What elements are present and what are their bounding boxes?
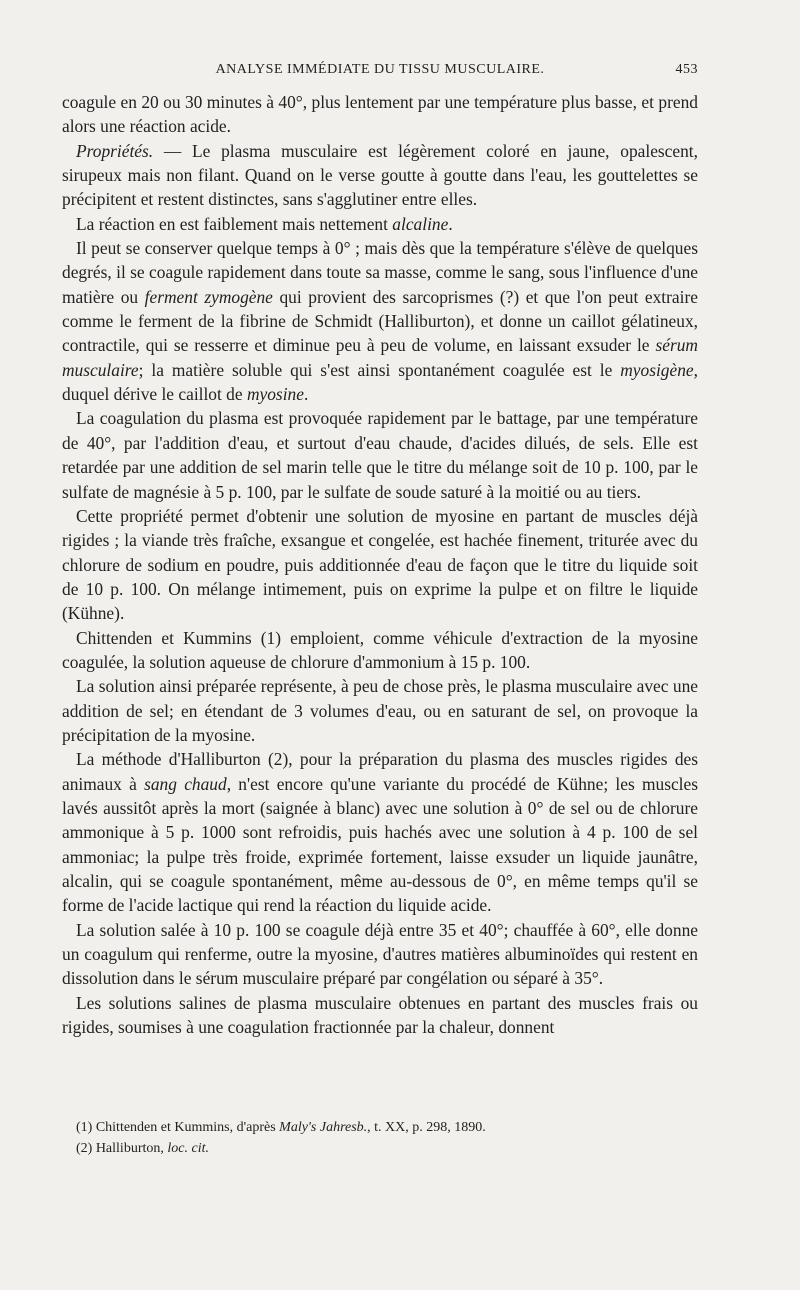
paragraph-solution-salee: La solution salée à 10 p. 100 se coagule déjà entre 35 et 40°; chauffée à 60°, elle donne un coagulum qui renferme, outre la myosine, d'autres matières albuminoïdes qui restent en dissolution dans le sérum musculaire préparé par congélation ou séparé à 35°. bbox=[62, 919, 698, 989]
paragraph-reaction: La réaction en est faiblement mais nettement alcaline. bbox=[76, 213, 453, 234]
paragraph-coagulation: La coagulation du plasma est provoquée rapidement par le battage, par une température de 40°, par l'addition d'eau, et surtout d'eau chaude, d'acides dilués, de sels. Elle est retardée par une addition de sel marin telle que le titre du mélange soit de 10 p. 100, par le sulfate de magnésie à 5 p. 100, par le sulfate de soude saturé à la moitié ou au tiers. bbox=[62, 408, 698, 502]
paragraph-myosine-solution: Cette propriété permet d'obtenir une solution de myosine en partant de muscles déjà rigides ; la viande très fraîche, exsangue et congelée, est hachée finement, triturée avec du chlorure de sodium en poudre, puis additionnée d'eau de façon que le titre du liquide soit de 10 p. 100. On mélange intimement, puis on exprime la pulpe et on filtre le liquide (Kühne). bbox=[62, 505, 698, 624]
paragraph-solutions-salines: Les solutions salines de plasma musculaire obtenues en partant des muscles frais ou rigides, soumises à une coagulation fractionnée par la chaleur, donnent bbox=[62, 992, 698, 1038]
running-header bbox=[62, 62, 698, 84]
paragraph-halliburton: La méthode d'Halliburton (2), pour la préparation du plasma des muscles rigides des animaux à sang chaud, n'est encore qu'une variante du procédé de Kühne; les muscles lavés aussitôt après la mort (saignée à blanc) avec une solution à 0° de sel ou de chlorure ammonique à 5 p. 1000 sont refroidis, puis hachés avec une solution à 4 p. 100 de sel ammoniac; la pulpe très froide, exprimée fortement, laisse exsuder un liquide jaunâtre, alcalin, qui se coagule spontanément, même au-dessous de 0°, en même temps qu'il se forme de l'acide lactique qui rend la réaction du liquide acide. bbox=[62, 749, 699, 916]
paragraph-chittenden: Chittenden et Kummins (1) emploient, comme véhicule d'extraction de la myosine coagulée, la solution aqueuse de chlorure d'ammonium à 15 p. 100. bbox=[62, 627, 698, 672]
section-label: Propriétés. bbox=[76, 140, 154, 161]
body-text bbox=[62, 90, 698, 1039]
running-title: ANALYSE IMMÉDIATE DU TISSU MUSCULAIRE. bbox=[215, 62, 545, 77]
paragraph-solution-preparee: La solution ainsi préparée représente, à peu de chose près, le plasma musculaire avec une addition de sel; en étendant de 3 volumes d'eau, ou en saturant de sel, on provoque la précipitation de la myosine. bbox=[62, 676, 698, 745]
footnotes bbox=[76, 1117, 696, 1159]
paragraph-conservation: Il peut se conserver quelque temps à 0° ; mais dès que la température s'élève de quelques degrés, il se coagule rapidement dans toute sa masse, comme le sang, sous l'influence d'une matière ou ferment zymogène qui provient des sarcoprismes (?) et que l'on peut extraire comme le ferment de la fibrine de Schmidt (Halliburton), et donne un caillot gélatineux, contractile, qui se resserre et diminue peu à peu de volume, en laissant exsuder le sérum musculaire; la matière soluble qui s'est ainsi spontanément coagulée est le myosigène, duquel dérive le caillot de myosine. bbox=[62, 238, 698, 405]
paragraph-proprietes: Propriétés. — Le plasma musculaire est légèrement coloré en jaune, opalescent, sirupeux mais non filant. Quand on le verse goutte à goutte dans l'eau, les gouttelettes se précipitent et restent distinctes, sans s'agglutiner entre elles. bbox=[62, 140, 698, 210]
footnote-1: (1) Chittenden et Kummins, d'après Maly's Jahresb., t. XX, p. 298, 1890. bbox=[76, 1120, 486, 1135]
footnote-2: (2) Halliburton, loc. cit. bbox=[76, 1141, 209, 1156]
paragraph-continuation: coagule en 20 ou 30 minutes à 40°, plus lentement par une température plus basse, et prend alors une réaction acide. bbox=[62, 92, 698, 137]
page-number: 453 bbox=[675, 62, 698, 77]
